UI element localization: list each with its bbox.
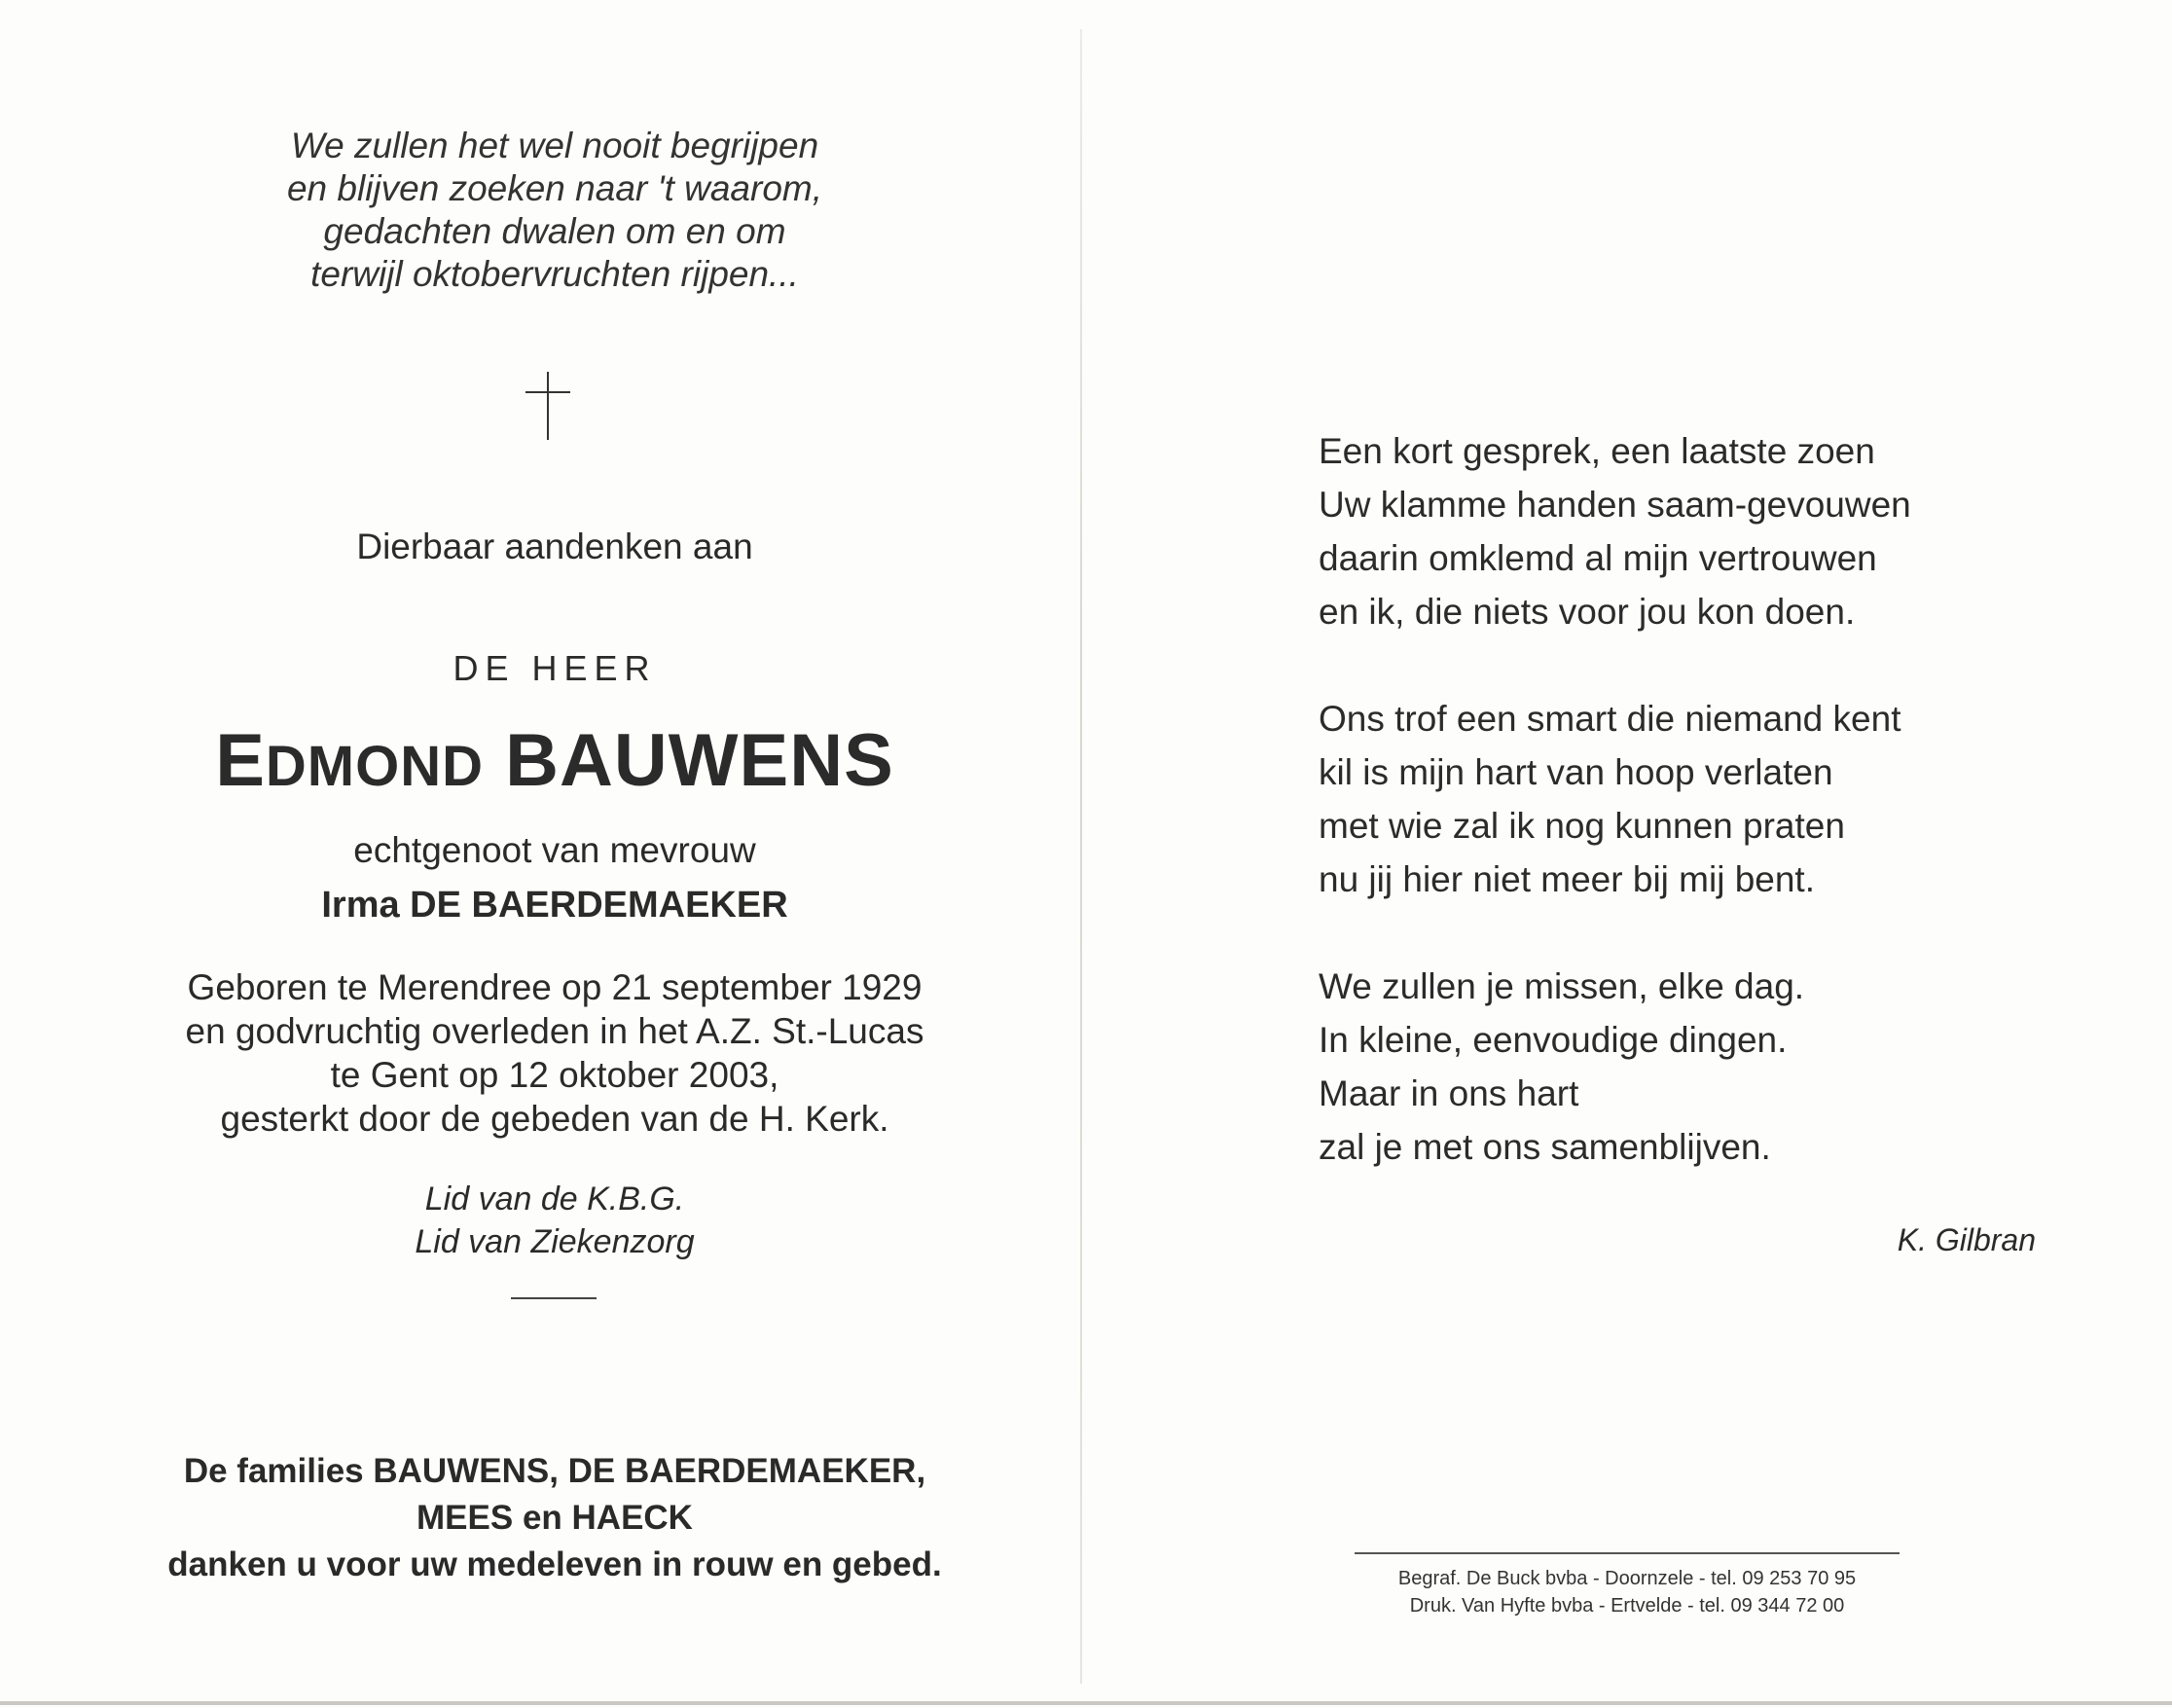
deceased-name (0, 720, 1109, 808)
poem-stanza (1319, 424, 1911, 638)
card-bottom-edge (0, 1701, 2172, 1705)
opening-poem (0, 125, 1109, 296)
poem-line: nu jij hier niet meer bij mij bent. (1319, 859, 1815, 899)
poem-line: Maar in ons hart (1319, 1073, 1579, 1113)
remembrance-heading: Dierbaar aandenken aan (356, 527, 753, 566)
poem-line: Ons trof een smart die niemand kent (1319, 699, 1901, 739)
cross-icon (547, 372, 549, 440)
life-detail-line: Geboren te Merendree op 21 september 1929 (187, 967, 923, 1007)
thanks-line: MEES en HAECK (416, 1499, 693, 1537)
poem-line: kil is mijn hart van hoop verlaten (1319, 752, 1833, 792)
left-page (0, 0, 1080, 1708)
poem-stanza (1319, 692, 1911, 906)
poem-line: We zullen je missen, elke dag. (1319, 966, 1805, 1006)
poem-line: en ik, die niets voor jou kon doen. (1319, 592, 1856, 632)
printer-line: Druk. Van Hyfte bvba - Ertvelde - tel. 09 344 72 00 (1409, 1595, 1845, 1617)
honorific-title: DE HEER (452, 648, 657, 688)
life-details (0, 965, 1109, 1141)
poem-line: met wie zal ik nog kunnen praten (1319, 806, 1845, 846)
life-detail-line: en godvruchtig overleden in het A.Z. St.-Lucas (185, 1011, 924, 1051)
spouse-intro: echtgenoot van mevrouw (353, 830, 756, 870)
poem-stanza (1319, 960, 1911, 1174)
right-page (1082, 0, 2172, 1708)
poem-line: gedachten dwalen om en om (323, 211, 786, 251)
spouse-name: Irma DE BAERDEMAEKER (321, 885, 788, 926)
poem-line: terwijl oktobervruchten rijpen... (310, 254, 799, 294)
membership-line: Lid van Ziekenzorg (415, 1223, 695, 1260)
last-name: BAUWENS (505, 719, 894, 802)
first-name-initial: E (215, 719, 266, 802)
poem-line: In kleine, eenvoudige dingen. (1319, 1020, 1788, 1060)
poem-line: daarin omklemd al mijn vertrouwen (1319, 538, 1877, 578)
poem-line: zal je met ons samenblijven. (1319, 1127, 1771, 1167)
first-name-rest: DMOND (265, 735, 484, 798)
life-detail-line: te Gent op 12 oktober 2003, (330, 1055, 779, 1095)
membership-line: Lid van de K.B.G. (424, 1181, 685, 1217)
poem-author: K. Gilbran (1897, 1222, 2036, 1257)
poem-line: en blijven zoeken naar 't waarom, (286, 168, 823, 208)
thanks-line: De families BAUWENS, DE BAERDEMAEKER, (183, 1452, 926, 1490)
poem-line: Uw klamme handen saam-gevouwen (1319, 485, 1911, 525)
printer-line: Begraf. De Buck bvba - Doornzele - tel. 09 253 70 95 (1397, 1568, 1857, 1589)
thanks-line: danken u voor uw medeleven in rouw en gebed. (167, 1545, 942, 1583)
family-thanks (0, 1448, 1109, 1588)
poem-line: We zullen het wel nooit begrijpen (290, 126, 819, 165)
memberships (0, 1178, 1109, 1263)
printer-divider (1355, 1552, 1900, 1554)
poem-line: Een kort gesprek, een laatste zoen (1319, 431, 1875, 471)
printer-credits (1306, 1565, 1948, 1619)
divider (511, 1297, 597, 1299)
life-detail-line: gesterkt door de gebeden van de H. Kerk. (220, 1099, 889, 1139)
memorial-poem (1319, 424, 1911, 1227)
